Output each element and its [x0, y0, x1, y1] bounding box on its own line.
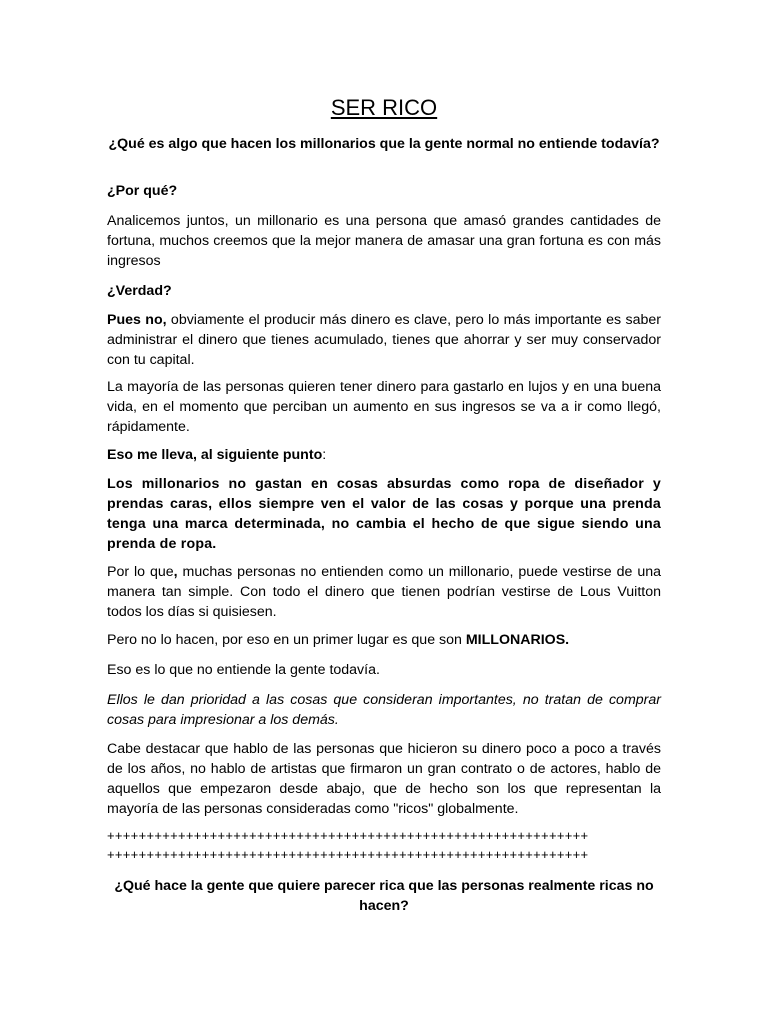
paragraph-5 [107, 562, 661, 622]
paragraph-5-comma: , [173, 564, 178, 580]
paragraph-1: Analicemos juntos, un millonario es una persona que amasó grandes cantidades de fortuna, muchos creemos que la mejor manera de amasar una gran fortuna es con más ingresos [107, 213, 661, 269]
paragraph-6 [107, 630, 661, 650]
plus-divider-1: +++++++++++++++++++++++++++++++++++++++++++++++++++++++++++++ [107, 828, 589, 843]
paragraph-5-start: Por lo que [107, 564, 174, 580]
paragraph-8-italic: Ellos le dan prioridad a las cosas que consideran importantes, no tratan de comprar cosas para impresionar a los demás. [107, 692, 661, 728]
page-title: SER RICO [330, 95, 438, 120]
paragraph-2-bold: Pues no, [107, 312, 167, 328]
punto-bold: Eso me lleva, al siguiente punto [107, 447, 323, 463]
paragraph-5-text: muchas personas no entienden como un millonario, puede vestirse de una manera tan simple. Con todo el dinero que tienen podrían vestirse de Lous Vuitton todos los días si quisiesen. [107, 564, 661, 620]
paragraph-4-bold: Los millonarios no gastan en cosas absurdas como ropa de diseñador y prendas caras, ellos siempre ven el valor de las cosas y porque una prenda tenga una marca determinada, no cambia el hecho de que sigue siendo una prenda de ropa. [107, 476, 661, 552]
question-heading-2: ¿Qué hace la gente que quiere parecer rica que las personas realmente ricas no hacen? [114, 878, 654, 914]
paragraph-3: La mayoría de las personas quieren tener dinero para gastarlo en lujos y en una buena vida, en el momento que perciban un aumento en sus ingresos se va a ir como llegó, rápidamente. [107, 379, 661, 435]
por-que-heading: ¿Por qué? [107, 183, 178, 199]
paragraph-2-text: obviamente el producir más dinero es clave, pero lo más importante es saber administrar el dinero que tienes acumulado, tienes que ahorrar y ser muy conservador con tu capital. [107, 312, 661, 368]
paragraph-6-bold: MILLONARIOS. [465, 632, 570, 648]
question-heading-1: ¿Qué es algo que hacen los millonarios que la gente normal no entiende todavía? [108, 136, 660, 152]
punto-line [107, 445, 661, 465]
paragraph-6-text: Pero no lo hacen, por eso en un primer lugar es que son [107, 632, 466, 648]
verdad-heading: ¿Verdad? [107, 283, 172, 299]
paragraph-7: Eso es lo que no entiende la gente todavía. [107, 662, 380, 678]
paragraph-9: Cabe destacar que hablo de las personas que hicieron su dinero poco a poco a través de los años, no hablo de artistas que firmaron un gran contrato o de actores, hablo de aquellos que empezaron desde abajo, que de hecho son los que representan la mayoría de las personas consideradas como "ricos" globalmente. [107, 741, 661, 817]
plus-divider-2: +++++++++++++++++++++++++++++++++++++++++++++++++++++++++++++ [107, 847, 589, 862]
punto-colon: : [322, 447, 327, 463]
paragraph-2 [107, 310, 661, 370]
